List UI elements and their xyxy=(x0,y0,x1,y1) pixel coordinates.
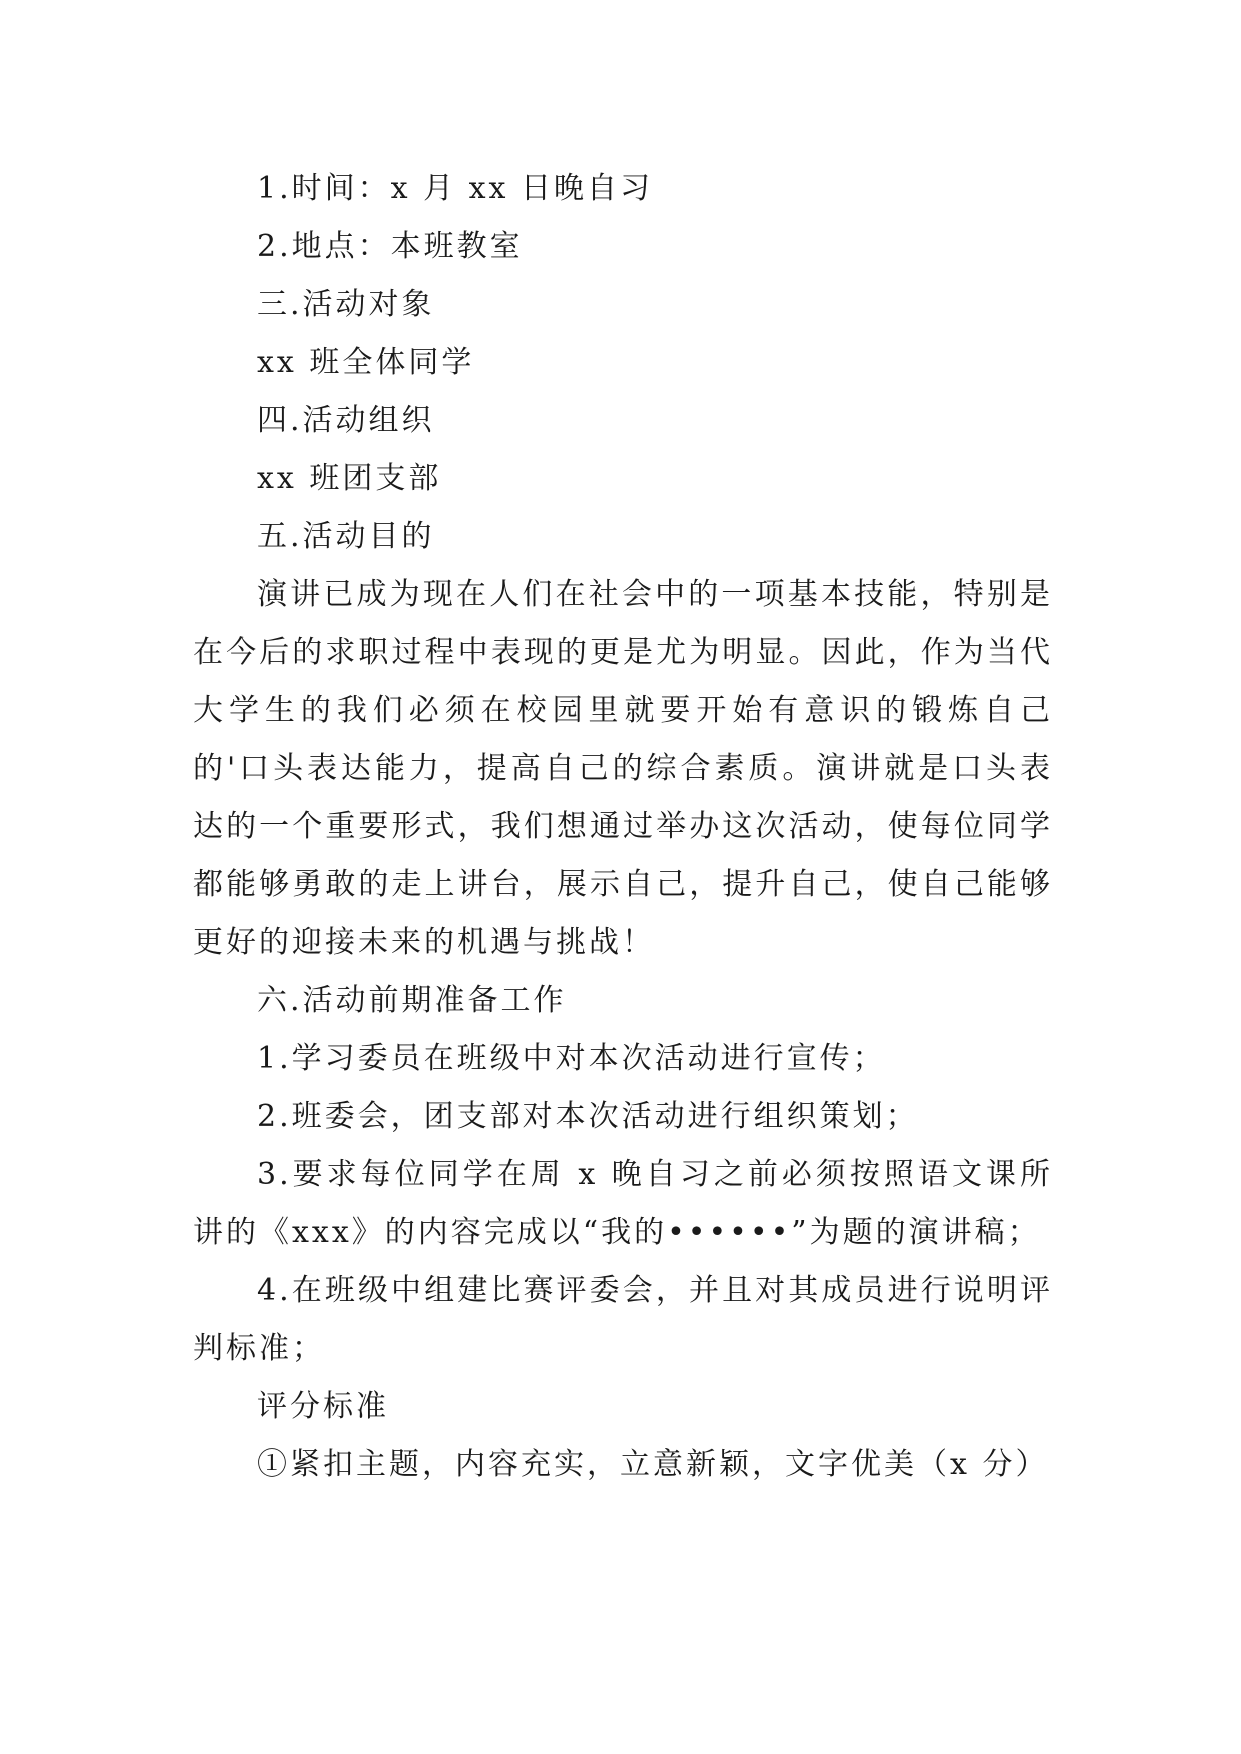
scoring-item-1: ①紧扣主题，内容充实，立意新颖，文字优美（x 分） xyxy=(257,1447,1049,1482)
prep-item-2: 2.班委会，团支部对本次活动进行组织策划； xyxy=(257,1099,919,1134)
location-line: 2.地点：本班教室 xyxy=(257,229,523,264)
section-heading-purpose: 五.活动目的 xyxy=(257,519,435,554)
organizer-line: xx 班团支部 xyxy=(257,461,442,496)
section-heading-participants: 三.活动对象 xyxy=(257,287,435,322)
prep-item-4: 4.在班级中组建比赛评委会，并且对其成员进行说明评判标准； xyxy=(193,1273,1053,1366)
scoring-heading: 评分标准 xyxy=(257,1389,389,1424)
time-line: 1.时间：x 月 xx 日晚自习 xyxy=(257,171,653,206)
prep-item-1: 1.学习委员在班级中对本次活动进行宣传； xyxy=(257,1041,886,1076)
section-heading-preparation: 六.活动前期准备工作 xyxy=(257,983,567,1018)
participants-line: xx 班全体同学 xyxy=(257,345,475,380)
purpose-paragraph: 演讲已成为现在人们在社会中的一项基本技能，特别是在今后的求职过程中表现的更是尤为明显。因此，作为当代大学生的我们必须在校园里就要开始有意识的锻炼自己的'口头表达能力，提高自己的综合素质。演讲就是口头表达的一个重要形式，我们想通过举办这次活动，使每位同学都能够勇敢的走上讲台，展示自己，提升自己，使自己能够更好的迎接未来的机遇与挑战！ xyxy=(193,577,1053,960)
section-heading-organizer: 四.活动组织 xyxy=(257,403,435,438)
document-body xyxy=(193,160,1053,1494)
prep-item-3: 3.要求每位同学在周 x 晚自习之前必须按照语文课所讲的《xxx》的内容完成以“我的••••••”为题的演讲稿； xyxy=(193,1157,1053,1250)
